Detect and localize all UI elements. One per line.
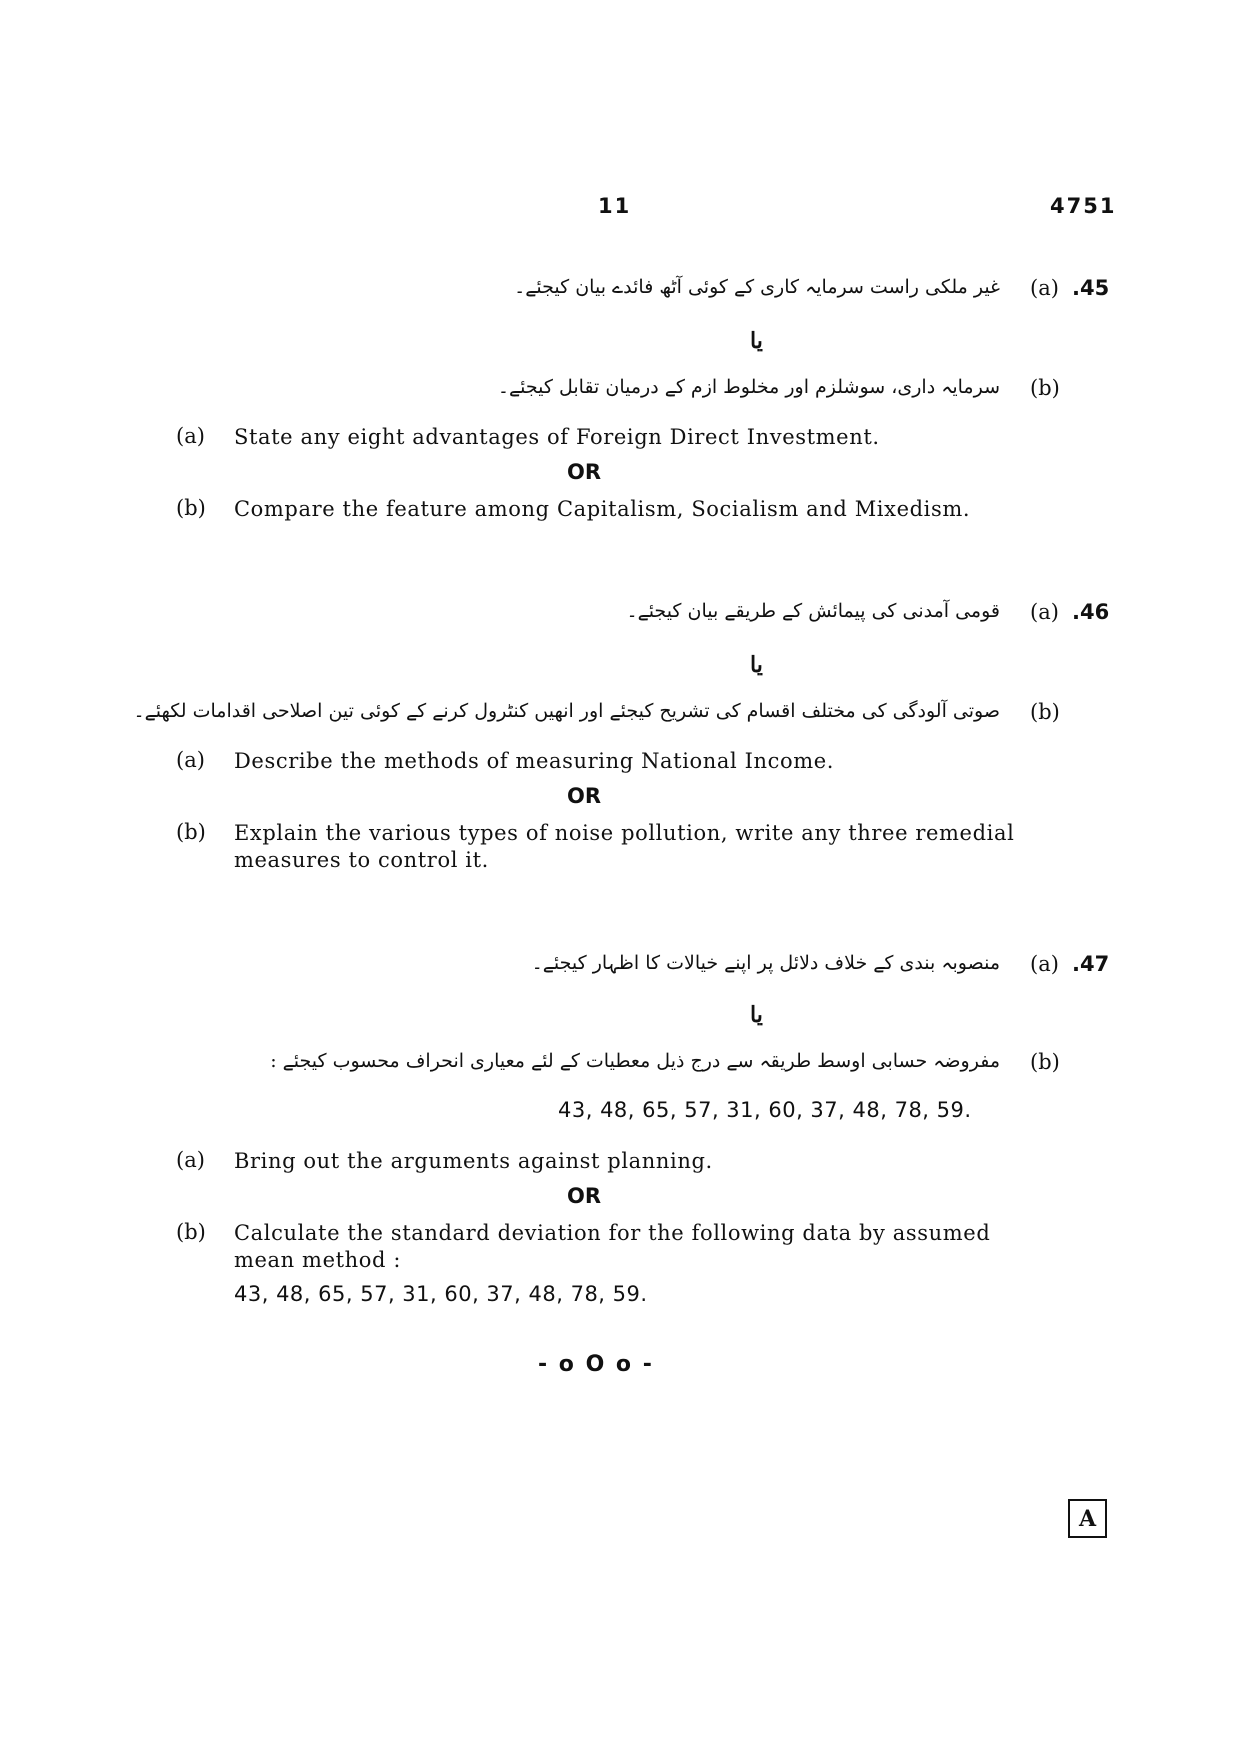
urdu-part-b-label: (b) — [1030, 700, 1060, 724]
english-part-b-label: (b) — [176, 496, 206, 520]
paper-version-box: A — [1068, 1499, 1107, 1538]
urdu-part-a-label: (a) — [1030, 952, 1059, 976]
english-part-a-text: Bring out the arguments against planning. — [234, 1149, 713, 1173]
urdu-part-a-label: (a) — [1030, 600, 1059, 624]
english-part-a-label: (a) — [176, 1148, 205, 1172]
english-or: OR — [567, 784, 602, 808]
question-number: .45 — [1072, 276, 1110, 300]
english-or: OR — [567, 460, 602, 484]
urdu-part-b-text: سرمایہ داری، سوشلزم اور مخلوط ازم کے درمیان تقابل کیجئے۔ — [497, 376, 1000, 398]
urdu-part-b-label: (b) — [1030, 1050, 1060, 1074]
english-part-b-text-line1: Explain the various types of noise pollution, write any three remedial — [234, 821, 1015, 845]
urdu-part-a-text: منصوبہ بندی کے خلاف دلائل پر اپنے خیالات کا اظہار کیجئے۔ — [531, 952, 1000, 974]
english-data-series: 43, 48, 65, 57, 31, 60, 37, 48, 78, 59. — [234, 1282, 648, 1306]
english-part-b-text-line2: measures to control it. — [234, 848, 489, 872]
english-part-a-label: (a) — [176, 424, 205, 448]
urdu-data-series: 43, 48, 65, 57, 31, 60, 37, 48, 78, 59. — [558, 1098, 972, 1122]
urdu-or: یا — [750, 1002, 763, 1028]
question-number: .47 — [1072, 952, 1110, 976]
page-number: 11 — [598, 194, 632, 218]
urdu-part-a-text: غیر ملکی راست سرمایہ کاری کے کوئی آٹھ فائدے بیان کیجئے۔ — [514, 276, 1000, 298]
urdu-part-b-text: صوتی آلودگی کی مختلف اقسام کی تشریح کیجئے اور انھیں کنٹرول کرنے کے کوئی تین اصلاحی اقدامات لکھئے۔ — [133, 700, 1000, 722]
english-part-b-text: Compare the feature among Capitalism, Socialism and Mixedism. — [234, 497, 971, 521]
english-part-a-text: State any eight advantages of Foreign Direct Investment. — [234, 425, 880, 449]
english-part-a-text: Describe the methods of measuring National Income. — [234, 749, 835, 773]
english-part-b-text-line1: Calculate the standard deviation for the following data by assumed — [234, 1221, 991, 1245]
urdu-part-b-text: مفروضہ حسابی اوسط طریقہ سے درج ذیل معطیات کے لئے معیاری انحراف محسوب کیجئے : — [270, 1050, 1000, 1072]
urdu-part-b-label: (b) — [1030, 376, 1060, 400]
english-part-b-label: (b) — [176, 1220, 206, 1244]
english-part-b-label: (b) — [176, 820, 206, 844]
question-number: .46 — [1072, 600, 1110, 624]
english-or: OR — [567, 1184, 602, 1208]
urdu-or: یا — [750, 328, 763, 354]
urdu-part-a-label: (a) — [1030, 276, 1059, 300]
english-part-a-label: (a) — [176, 748, 205, 772]
urdu-part-a-text: قومی آمدنی کی پیمائش کے طریقے بیان کیجئے۔ — [626, 600, 1000, 622]
english-part-b-text-line2: mean method : — [234, 1248, 402, 1272]
paper-code: 4751 — [1050, 194, 1117, 218]
end-of-paper-mark: - o O o - — [538, 1352, 654, 1377]
urdu-or: یا — [750, 652, 763, 678]
